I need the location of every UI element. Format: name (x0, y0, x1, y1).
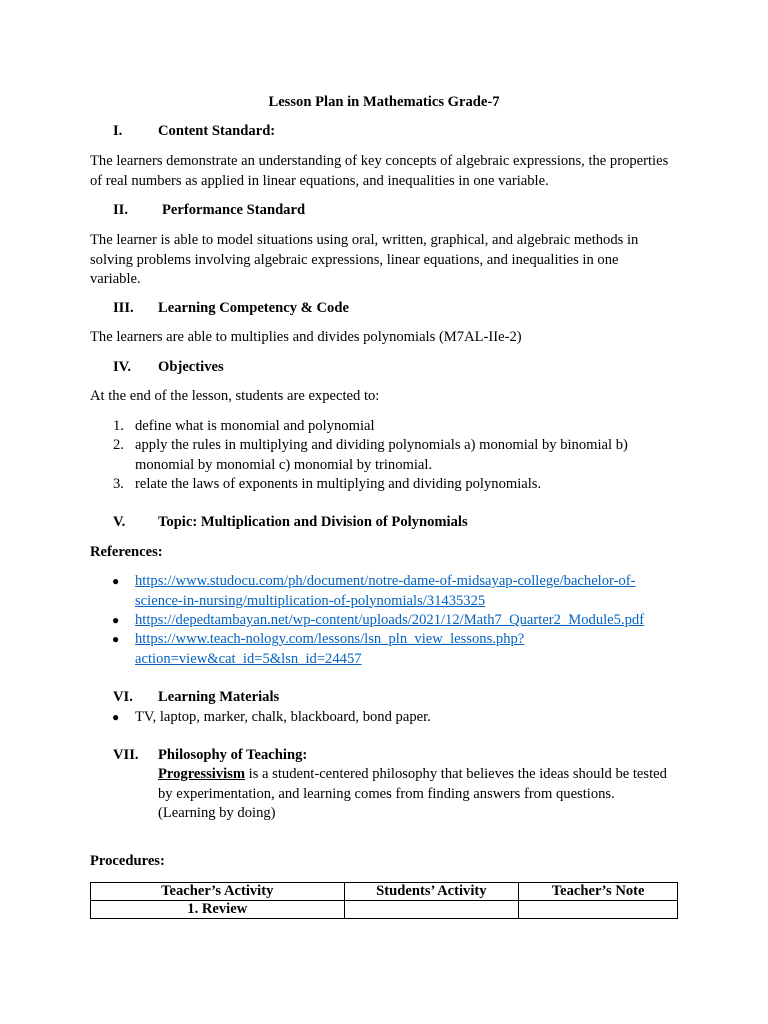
table-cell: 1. Review (91, 901, 345, 919)
objective-number: 3. (113, 476, 124, 492)
section-heading-topic: Topic: Multiplication and Division of Polynomials (158, 514, 468, 530)
references-heading: References: (90, 544, 163, 560)
section-number-topic: V. (113, 514, 126, 530)
column-header-teacher-activity: Teacher’s Activity (91, 883, 345, 901)
objective-item: apply the rules in multiplying and dividing polynomials a) monomial by binomial b) monomial by monomial c) monomial by trinomial. (135, 437, 628, 473)
page-title: Lesson Plan in Mathematics Grade-7 (268, 94, 500, 110)
reference-link-item (135, 630, 555, 669)
objective-number: 1. (113, 418, 124, 434)
procedures-table (90, 882, 678, 919)
philosophy-text (158, 765, 673, 824)
reference-link[interactable]: https://www.studocu.com/ph/document/notre-dame-of-midsayap-college/bachelor-of-science-in-nursing/multiplication-of-polynomials/31435325 (135, 573, 636, 609)
philosophy-description: is a student-centered philosophy that believes the ideas should be tested by experimentation, and learning comes from finding answers from questions. (Learning by doing) (158, 766, 667, 821)
section-heading-philosophy: Philosophy of Teaching: (158, 747, 308, 763)
column-header-students-activity: Students’ Activity (344, 883, 519, 901)
philosophy-term: Progressivism (158, 766, 246, 782)
column-header-teacher-note: Teacher’s Note (519, 883, 678, 901)
section-number-content-standard: I. (113, 123, 123, 139)
reference-link-item (135, 611, 680, 631)
section-number-philosophy: VII. (113, 747, 139, 763)
reference-link[interactable]: https://depedtambayan.net/wp-content/uploads/2021/12/Math7_Quarter2_Module5.pdf (135, 612, 645, 628)
section-heading-learning-competency: Learning Competency & Code (158, 300, 349, 316)
learning-materials-item: TV, laptop, marker, chalk, blackboard, bond paper. (135, 709, 431, 725)
objective-item: relate the laws of exponents in multiplying and dividing polynomials. (135, 476, 542, 492)
reference-link-item (135, 572, 665, 611)
bullet-icon: ● (112, 613, 120, 627)
performance-standard-text: The learner is able to model situations using oral, written, graphical, and algebraic methods in solving problems involving algebraic expressions, linear equations, and inequalities in one variable. (90, 232, 639, 287)
table-cell (344, 901, 519, 919)
section-heading-performance-standard: Performance Standard (162, 202, 306, 218)
section-number-learning-competency: III. (113, 300, 134, 316)
section-heading-content-standard: Content Standard: (158, 123, 276, 139)
section-heading-objectives: Objectives (158, 359, 224, 375)
procedures-heading: Procedures: (90, 853, 165, 869)
learning-competency-text: The learners are able to multiplies and divides polynomials (M7AL-IIe-2) (90, 329, 522, 345)
section-number-objectives: IV. (113, 359, 131, 375)
section-heading-learning-materials: Learning Materials (158, 689, 280, 705)
reference-link[interactable]: https://www.teach-nology.com/lessons/lsn_pln_view_lessons.php?action=view&cat_id=5&lsn_id=24457 (135, 631, 525, 667)
section-number-performance-standard: II. (113, 202, 129, 218)
bullet-icon: ● (112, 632, 120, 646)
objectives-intro: At the end of the lesson, students are expected to: (90, 388, 380, 404)
content-standard-text: The learners demonstrate an understanding of key concepts of algebraic expressions, the properties of real numbers as applied in linear equations, and inequalities in one variable. (90, 153, 669, 189)
bullet-icon: ● (112, 710, 120, 724)
objective-number: 2. (113, 437, 124, 453)
table-row (91, 901, 678, 919)
section-number-learning-materials: VI. (113, 689, 133, 705)
objective-item: define what is monomial and polynomial (135, 418, 375, 434)
table-header-row (91, 883, 678, 901)
bullet-icon: ● (112, 574, 120, 588)
table-cell (519, 901, 678, 919)
